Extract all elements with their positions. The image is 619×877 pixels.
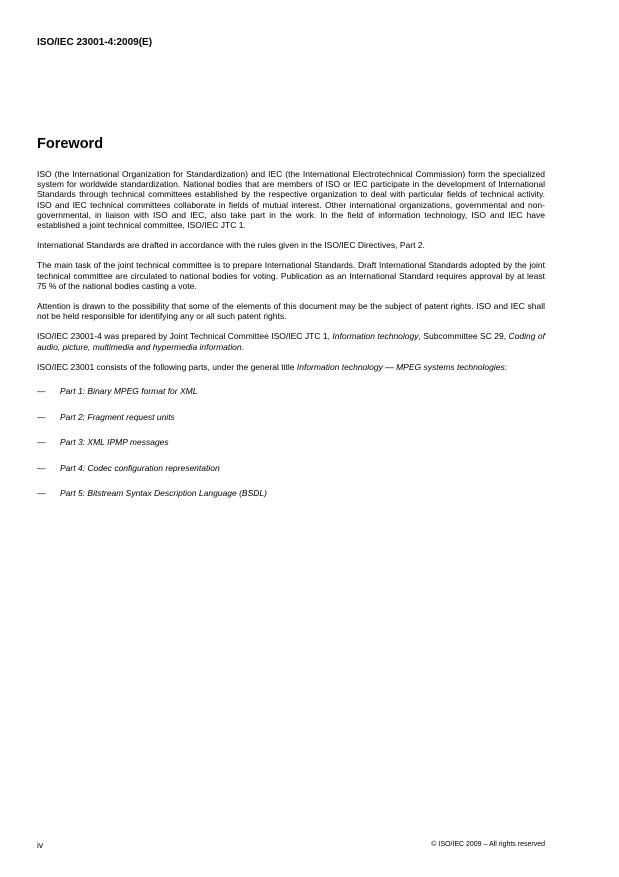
prepared-by-end: . [241,341,244,352]
em-dash: — [37,411,46,422]
em-dash: — [37,488,46,499]
subcommittee-text: , Subcommittee SC 29, [418,331,509,342]
part-label: Part 4: Codec configuration representation [60,462,220,473]
part-label: Part 1: Binary MPEG format for XML [60,386,198,397]
paragraph-parts-intro [37,362,545,372]
em-dash: — [37,386,46,397]
page-number: iv [37,840,44,850]
paragraph-committee-task: The main task of the joint technical committee is to prepare International Standards. Draft International Standards adopted by the joint technical committee are circulated to national bodies for voting. Publication as an International Standard requires approval by at least 75 % of the national bodies casting a vote. [37,260,545,291]
committee-title: Information technology [332,331,419,342]
paragraph-iso-iec-intro: ISO (the International Organization for Standardization) and IEC (the International Electrotechnical Commission) form the specialized system for worldwide standardization. National bodies that are members of ISO or IEC participate in the development of International Standards through technical committees established by the respective organization to deal with particular fields of technical activity. ISO and IEC technical committees collaborate in fields of mutual interest. Other international organizations, governmental and non-governmental, in liaison with ISO and IEC, also take part in the work. In the field of information technology, ISO and IEC have established a joint technical committee, ISO/IEC JTC 1. [37,169,545,231]
paragraph-patent-rights: Attention is drawn to the possibility that some of the elements of this document may be the subject of patent rights. ISO and IEC shall not be held responsible for identifying any or all such patent rights. [37,301,545,322]
prepared-by-text: ISO/IEC 23001-4 was prepared by Joint Technical Committee ISO/IEC JTC 1, [37,331,333,342]
list-item [37,412,545,438]
list-item [37,386,545,412]
parts-intro-end: : [504,361,508,372]
foreword-body [37,169,545,514]
list-item [37,488,545,514]
paragraph-prepared-by [37,331,545,351]
part-label: Part 3: XML IPMP messages [60,437,169,448]
list-item [37,463,545,489]
part-label: Part 2: Fragment request units [60,411,175,422]
document-id-header: ISO/IEC 23001-4:2009(E) [37,37,153,48]
subcommittee-title: Coding of audio, picture, multimedia and hypermedia information [37,331,546,352]
paragraph-drafting-rules: International Standards are drafted in accordance with the rules given in the ISO/IEC Directives, Part 2. [37,240,425,251]
list-item [37,437,545,463]
page-title: Foreword [37,136,104,152]
em-dash: — [37,462,46,473]
copyright-notice: © ISO/IEC 2009 – All rights reserved [431,841,545,848]
part-label: Part 5: Bitstream Syntax Description Language (BSDL) [60,488,267,499]
parts-list [37,386,545,514]
general-title: Information technology — MPEG systems technologies [296,361,505,372]
parts-intro-text: ISO/IEC 23001 consists of the following parts, under the general title [37,361,297,372]
em-dash: — [37,437,46,448]
